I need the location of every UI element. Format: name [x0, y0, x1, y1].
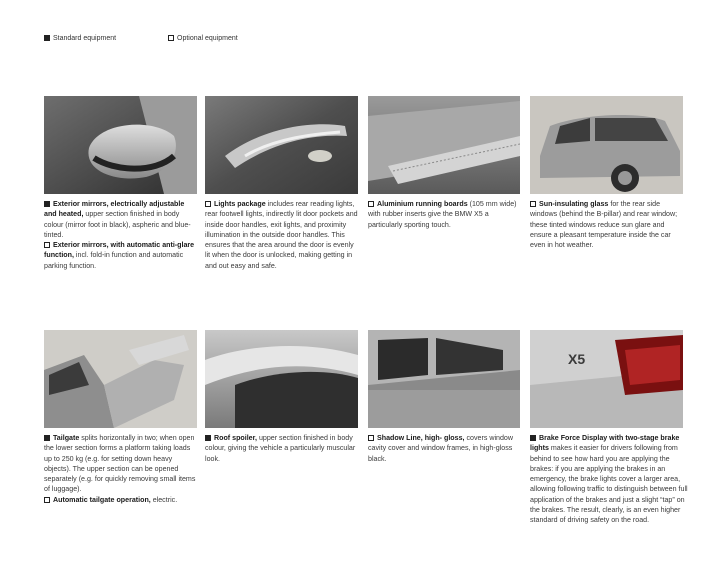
standard-marker-icon: [44, 201, 50, 207]
photo-door-handle-lights: [205, 96, 358, 194]
caption-paragraph: Aluminium running boards (105 mm wide) with rubber inserts give the BMW X5 a particularly sporting touch.: [368, 200, 517, 229]
filled-square-icon: [44, 35, 50, 41]
open-square-icon: [168, 35, 174, 41]
legend-optional: Optional equipment: [168, 35, 238, 42]
caption-paragraph: Lights package includes rear reading lights, rear footwell lights, indirectly lit door pockets and inside door handles, exit lights, and proximity illumination in the outside door handles. This ensures that the area around the door is evenly lit when the door is unlocked, making getting in and out easy and safe.: [205, 200, 358, 270]
equipment-legend: [44, 35, 288, 42]
caption-paragraph: Automatic tailgate operation, electric.: [44, 495, 197, 505]
caption-paragraph: Roof spoiler, upper section finished in body colour, giving the vehicle a particularly muscular look.: [205, 434, 356, 463]
standard-marker-icon: [205, 435, 211, 441]
standard-marker-icon: [530, 435, 536, 441]
caption-paragraph: Brake Force Display with two-stage brake lights makes it easier for drivers following from behind to see how hard you are applying the brakes: if you are applying the brakes in an emergency, the brake lights cover a larger area, allowing following traffic to distinguish between full application of the brakes and just a slight “tap” on the brakes. The result, clearly, is an even higher standard of driving safety on the road.: [530, 434, 688, 525]
photo-brake-force-display: [530, 330, 683, 428]
caption-sun-insulating-glass: [530, 199, 688, 250]
caption-roof-spoiler: [205, 433, 360, 464]
legend-standard: Standard equipment: [44, 35, 116, 42]
standard-marker-icon: [44, 435, 50, 441]
photo-running-boards: [368, 96, 520, 194]
photo-shadow-line: [368, 330, 520, 428]
optional-marker-icon: [368, 201, 374, 207]
caption-paragraph: Exterior mirrors, with automatic anti-glare function, incl. fold-in function and automatic parking function.: [44, 241, 195, 270]
caption-running-boards: [368, 199, 523, 230]
caption-exterior-mirrors: [44, 199, 197, 271]
caption-paragraph: Exterior mirrors, electrically adjustable and heated, upper section finished in body colour (mirror foot in black), aspheric and blue-tinted.: [44, 200, 191, 239]
optional-marker-icon: [368, 435, 374, 441]
optional-marker-icon: [530, 201, 536, 207]
photo-exterior-mirror: [44, 96, 197, 194]
photo-roof-spoiler: [205, 330, 358, 428]
model-badge: X5: [568, 351, 586, 367]
optional-marker-icon: [44, 242, 50, 248]
optional-marker-icon: [205, 201, 211, 207]
optional-marker-icon: [44, 497, 50, 503]
caption-lights-package: [205, 199, 358, 271]
caption-paragraph: Sun-insulating glass for the rear side windows (behind the B-pillar) and rear window; these tinted windows reduce sun glare and ensure a pleasant temperature inside the car even in hot weather.: [530, 200, 678, 250]
caption-shadow-line: [368, 433, 521, 464]
photo-tailgate: [44, 330, 197, 428]
caption-tailgate: [44, 433, 197, 505]
caption-brake-force-display: [530, 433, 688, 526]
photo-sun-insulating-glass: [530, 96, 683, 194]
caption-paragraph: Shadow Line, high- gloss, covers window cavity cover and window frames, in high-gloss black.: [368, 434, 513, 463]
caption-paragraph: Tailgate splits horizontally in two; when open the lower section forms a platform taking loads up to 250 kg (e.g. for setting down heavy objects). The upper section can be opened separately (e.g. for quickly removing small items of luggage).: [44, 434, 196, 494]
